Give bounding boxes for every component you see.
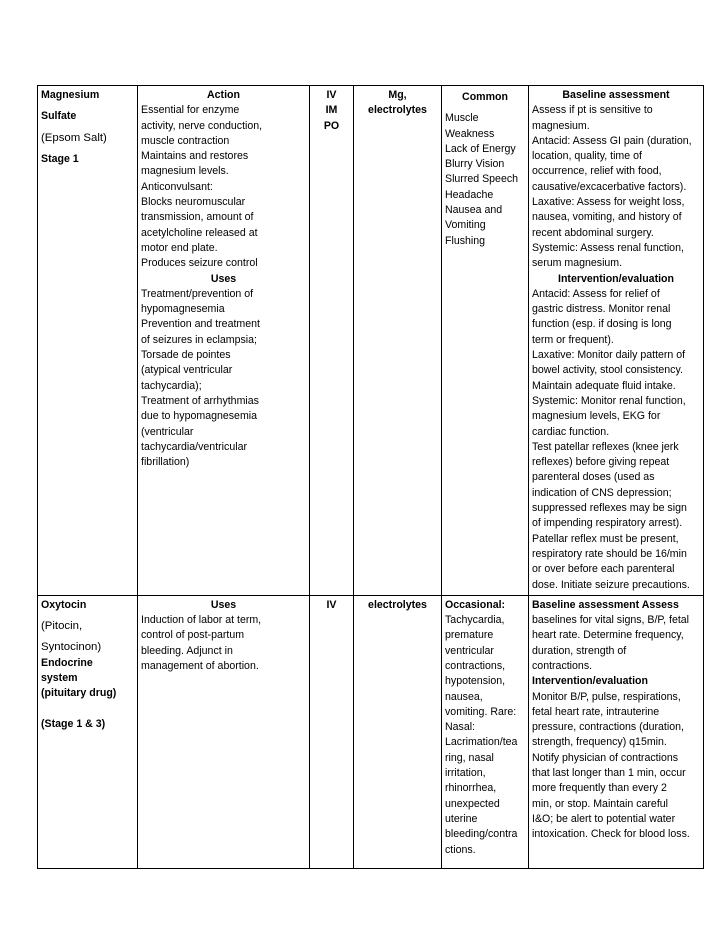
labs-cell (354, 595, 442, 868)
nursing-line: nausea, vomiting, and history of (532, 211, 682, 224)
nursing-line: more frequently than every 2 (532, 782, 667, 795)
nursing-line: term or frequent). (532, 333, 614, 346)
nursing-line: Patellar reflex must be present, (532, 532, 679, 545)
side-effect-line: irritation, (445, 767, 486, 780)
nursing-line: pressure, contractions (duration, (532, 721, 684, 734)
nursing-line: Antacid: Assess for relief of (532, 287, 660, 300)
action-line: muscle contraction (141, 134, 230, 147)
drug-alt-name: (Epsom Salt) (41, 131, 107, 144)
side-effect-line: ring, nasal (445, 751, 494, 764)
action-line: motor end plate. (141, 241, 218, 254)
uses-line: due to hypomagnesemia (141, 410, 258, 423)
side-effect-line: Nasal: (445, 721, 476, 734)
labs-cell (354, 86, 442, 596)
nursing-line: Laxative: Monitor daily pattern of (532, 349, 686, 362)
labs-line: electrolytes (368, 104, 427, 117)
side-effect-line: Slurred Speech (445, 173, 519, 186)
nursing-line: cardiac function. (532, 425, 610, 438)
side-effect-line: Tachycardia, (445, 614, 505, 627)
route-im: IM (325, 104, 338, 117)
drug-reference-table (37, 85, 704, 869)
side-effect-line: ctions. (445, 843, 476, 856)
side-effects-heading: Common (462, 91, 508, 103)
action-cell (138, 595, 310, 868)
drug-name: Magnesium (41, 89, 100, 101)
uses-line: bleeding. Adjunct in (141, 644, 233, 657)
nursing-line: Systemic: Assess renal function, (532, 241, 684, 254)
side-effect-line: Muscle (445, 112, 479, 125)
drug-name-cell (38, 86, 138, 596)
nursing-line: Antacid: Assess GI pain (duration, (532, 134, 692, 147)
nursing-line: Monitor B/P, pulse, respirations, (532, 690, 681, 703)
side-effect-line: premature (445, 629, 494, 642)
side-effect-line: unexpected (445, 797, 500, 810)
nursing-line: recent abdominal surgery. (532, 226, 654, 239)
nursing-line: Notify physician of contractions (532, 751, 679, 764)
nursing-line: of impending respiratory arrest). (532, 517, 683, 530)
uses-line: management of abortion. (141, 659, 259, 672)
side-effect-line: Vomiting (445, 219, 486, 232)
nursing-line: occurrence, relief with food, (532, 165, 662, 178)
action-line: activity, nerve conduction, (141, 119, 263, 132)
nursing-line: strength, frequency) q15min. (532, 736, 667, 749)
action-cell (138, 86, 310, 596)
uses-line: Torsade de pointes (141, 349, 231, 362)
drug-alt-name: (Pitocin, (41, 620, 83, 633)
baseline-heading: Baseline assessment Assess (532, 598, 679, 611)
nursing-line: heart rate. Determine frequency, (532, 629, 684, 642)
uses-line: (atypical ventricular (141, 364, 233, 377)
table-row (38, 595, 704, 868)
side-effect-line: nausea, (445, 690, 483, 703)
route-iv: IV (326, 89, 337, 101)
uses-line: tachycardia/ventricular (141, 440, 247, 453)
action-heading: Action (207, 89, 240, 101)
nursing-line: baselines for vital signs, B/P, fetal (532, 614, 690, 627)
uses-heading: Uses (210, 598, 237, 611)
drug-system: system (41, 671, 78, 684)
nursing-line: serum magnesium. (532, 257, 623, 270)
uses-line: Prevention and treatment (141, 318, 260, 331)
intervention-heading: Intervention/evaluation (532, 675, 648, 688)
side-effect-line: hypotension, (445, 675, 506, 688)
side-effect-line: Lacrimation/tea (445, 736, 518, 749)
action-line: Produces seizure control (141, 257, 258, 270)
route-cell (310, 86, 354, 596)
nursing-line: Laxative: Assess for weight loss, (532, 196, 685, 209)
uses-line: Treatment of arrhythmias (141, 394, 259, 407)
action-line: Maintains and restores (141, 150, 249, 163)
side-effect-line: Weakness (445, 127, 495, 140)
side-effect-line: contractions, (445, 659, 506, 672)
route-iv: IV (326, 598, 337, 611)
action-line: Essential for enzyme (141, 104, 240, 117)
nursing-line: respiratory rate should be 16/min (532, 547, 687, 560)
nursing-line: that last longer than 1 min, occur (532, 767, 686, 780)
side-effect-line: Nausea and (445, 204, 503, 217)
drug-name: Oxytocin (41, 598, 87, 611)
nursing-line: duration, strength of (532, 644, 627, 657)
nursing-line: function (esp. if dosing is long (532, 318, 672, 331)
nursing-line: parenteral doses (used as (532, 471, 655, 484)
side-effect-line: bleeding/contra (445, 828, 518, 841)
nursing-line: dose. Initiate seizure precautions. (532, 578, 690, 591)
uses-line: fibrillation) (141, 456, 190, 469)
uses-line: tachycardia); (141, 379, 202, 392)
action-line: Anticonvulsant: (141, 180, 213, 193)
labs-line: Mg, (388, 89, 407, 101)
side-effect-line: Lack of Energy (445, 142, 516, 155)
uses-line: Treatment/prevention of (141, 287, 254, 300)
drug-name-cell (38, 595, 138, 868)
uses-line: Induction of labor at term, (141, 614, 262, 627)
side-effect-line: uterine (445, 812, 478, 825)
side-effect-line: Blurry Vision (445, 158, 505, 171)
nursing-line: causative/excacerbative factors). (532, 180, 687, 193)
side-effect-line: ventricular (445, 644, 494, 657)
side-effect-line: Flushing (445, 234, 486, 247)
side-effect-line: vomiting. Rare: (445, 705, 517, 718)
baseline-heading: Baseline assessment (562, 89, 670, 101)
table-row (38, 86, 704, 596)
route-po: PO (323, 119, 340, 132)
nursing-line: I&O; be alert to potential water (532, 812, 676, 825)
nursing-line: contractions. (532, 659, 593, 672)
nursing-line: or over before each parenteral (532, 563, 675, 576)
action-line: Blocks neuromuscular (141, 196, 246, 209)
nursing-line: indication of CNS depression; (532, 486, 672, 499)
nursing-line: gastric distress. Monitor renal (532, 303, 671, 316)
nursing-line: Systemic: Monitor renal function, (532, 394, 686, 407)
uses-heading: Uses (210, 272, 237, 285)
side-effects-cell (442, 86, 529, 596)
action-line: transmission, amount of (141, 211, 254, 224)
nursing-line: location, quality, time of (532, 150, 642, 163)
nursing-line: fetal heart rate, intrauterine (532, 705, 660, 718)
drug-alt-name: Syntocinon) (41, 641, 102, 654)
nursing-line: min, or stop. Maintain careful (532, 797, 669, 810)
nursing-cell (529, 86, 704, 596)
nursing-line: Assess if pt is sensitive to (532, 104, 653, 117)
side-effects-cell (442, 595, 529, 868)
route-cell (310, 595, 354, 868)
uses-line: hypomagnesemia (141, 303, 225, 316)
drug-stage: Stage 1 (41, 152, 79, 165)
nursing-cell (529, 595, 704, 868)
drug-stage: (Stage 1 & 3) (41, 717, 106, 730)
drug-system: (pituitary drug) (41, 687, 117, 700)
nursing-line: Test patellar reflexes (knee jerk (532, 440, 679, 453)
side-effect-line: Headache (445, 188, 494, 201)
side-effects-heading: Occasional: (445, 598, 506, 611)
drug-system: Endocrine (41, 656, 93, 669)
intervention-heading: Intervention/evaluation (558, 272, 674, 285)
uses-line: of seizures in eclampsia; (141, 333, 257, 346)
nursing-line: bowel activity, stool consistency. (532, 364, 683, 377)
uses-line: (ventricular (141, 425, 194, 438)
action-line: magnesium levels. (141, 165, 229, 178)
nursing-line: intoxication. Check for blood loss. (532, 828, 690, 841)
nursing-line: suppressed reflexes may be sign (532, 502, 687, 515)
nursing-line: Maintain adequate fluid intake. (532, 379, 676, 392)
action-line: acetylcholine released at (141, 226, 258, 239)
drug-name: Sulfate (41, 110, 77, 123)
nursing-line: reflexes) before giving repeat (532, 456, 670, 469)
uses-line: control of post-partum (141, 629, 245, 642)
nursing-line: magnesium. (532, 119, 590, 132)
labs-line: electrolytes (368, 598, 427, 611)
side-effect-line: rhinorrhea, (445, 782, 497, 795)
nursing-line: magnesium levels, EKG for (532, 410, 661, 423)
